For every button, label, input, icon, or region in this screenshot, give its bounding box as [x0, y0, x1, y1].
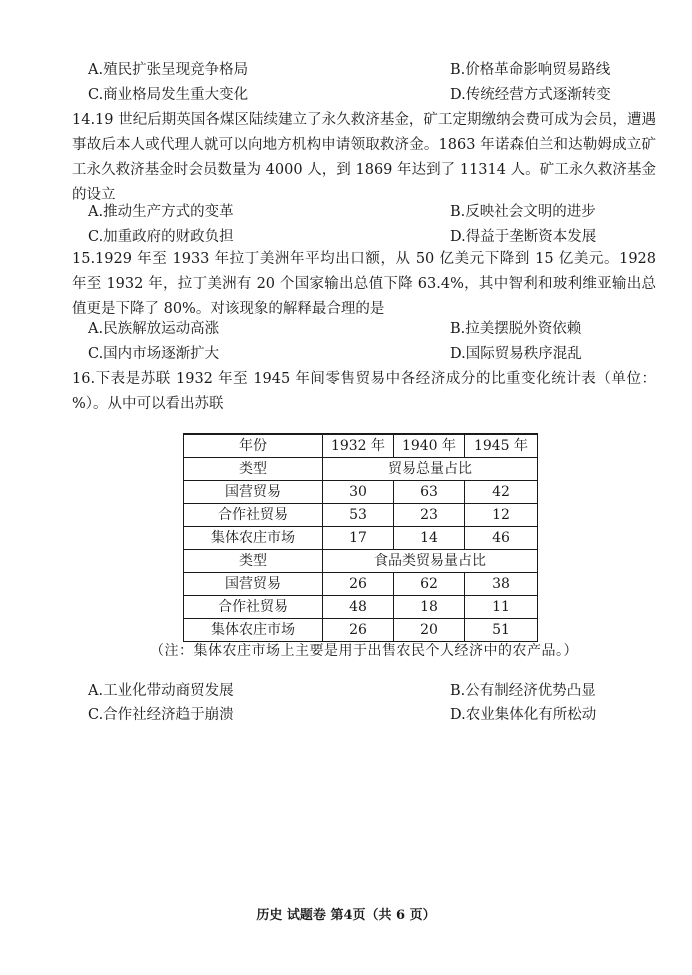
cell-value: 63 [394, 481, 465, 504]
q13-option-c[interactable]: C.商业格局发生重大变化 [88, 87, 249, 103]
q14-option-a[interactable]: A.推动生产方式的变革 [88, 204, 234, 220]
question-14 [72, 108, 656, 208]
q15-options-row-1 [88, 317, 648, 341]
cell-value: 14 [394, 527, 465, 550]
row-name: 集体农庄市场 [184, 527, 323, 550]
cell-value: 46 [465, 527, 538, 550]
cell-value: 38 [465, 573, 538, 596]
cell-value: 53 [323, 504, 394, 527]
table-row [184, 573, 538, 596]
q13-option-d[interactable]: D.传统经营方式逐渐转变 [450, 87, 611, 103]
q15-stem: 15.1929 年至 1933 年拉丁美洲年平均出口额，从 50 亿美元下降到 15 亿美元。1928 年至 1932 年，拉丁美洲有 20 个国家输出总值下降 63.4%，其中智利和玻利维亚输出总值更是下降了 80%。对该现象的解释最合理的是 [72, 251, 656, 317]
row-name: 国营贸易 [184, 481, 323, 504]
q15-option-a[interactable]: A.民族解放运动高涨 [88, 321, 220, 337]
cell-value: 62 [394, 573, 465, 596]
q14-stem: 14.19 世纪后期英国各煤区陆续建立了永久救济基金，矿工定期缴纳会费可成为会员，遭遇事故后本人或代理人就可以向地方机构申请领取救济金。1863 年诺森伯兰和达勒姆成立矿工永久救济基金时会员数量为 4000 人，到 1869 年达到了 11314 人。矿工永久救济基金的设立 [72, 112, 656, 203]
q13-option-b[interactable]: B.价格革命影响贸易路线 [450, 62, 611, 78]
page-footer: 历史 试题卷 第4页（共 6 页） [256, 908, 436, 923]
row-name: 合作社贸易 [184, 596, 323, 619]
table-row [184, 596, 538, 619]
cell-value: 18 [394, 596, 465, 619]
cell-value: 17 [323, 527, 394, 550]
cell-value: 12 [465, 504, 538, 527]
cell-value: 30 [323, 481, 394, 504]
q14-option-b[interactable]: B.反映社会文明的进步 [450, 204, 596, 220]
q16-options-row-2 [88, 703, 648, 727]
cell-value: 11 [465, 596, 538, 619]
row-name: 集体农庄市场 [184, 619, 323, 642]
table-note: （注：集体农庄市场上主要是用于出售农民个人经济中的农产品。） [150, 643, 578, 659]
table-row [184, 504, 538, 527]
row-name: 国营贸易 [184, 573, 323, 596]
cell-value: 26 [323, 619, 394, 642]
q13-options-row-2 [88, 83, 648, 107]
q15-option-d[interactable]: D.国际贸易秩序混乱 [450, 346, 582, 362]
header-year-label: 年份 [184, 434, 323, 458]
q16-option-c[interactable]: C.合作社经济趋于崩溃 [88, 707, 234, 723]
q13-options-row-1 [88, 58, 648, 82]
section2-title: 食品类贸易量占比 [323, 550, 538, 573]
row-name: 合作社贸易 [184, 504, 323, 527]
q16-option-a[interactable]: A.工业化带动商贸发展 [88, 683, 234, 699]
section2-title-row [184, 550, 538, 573]
q14-option-d[interactable]: D.得益于垄断资本发展 [450, 229, 597, 245]
q16-stem: 16.下表是苏联 1932 年至 1945 年间零售贸易中各经济成分的比重变化统计表（单位：%）。从中可以看出苏联 [72, 371, 656, 412]
q13-option-a[interactable]: A.殖民扩张呈现竞争格局 [88, 62, 249, 78]
cell-value: 23 [394, 504, 465, 527]
cell-value: 42 [465, 481, 538, 504]
q15-options-row-2 [88, 342, 648, 366]
soviet-retail-trade-table [183, 433, 538, 642]
q14-options-row-1 [88, 200, 648, 224]
section1-title-row [184, 458, 538, 481]
q14-options-row-2 [88, 225, 648, 249]
table-row [184, 481, 538, 504]
cell-value: 20 [394, 619, 465, 642]
section1-type-label: 类型 [184, 458, 323, 481]
header-1945: 1945 年 [465, 434, 538, 458]
section2-type-label: 类型 [184, 550, 323, 573]
q16-option-d[interactable]: D.农业集体化有所松动 [450, 707, 597, 723]
q16-option-b[interactable]: B.公有制经济优势凸显 [450, 683, 596, 699]
q15-option-c[interactable]: C.国内市场逐渐扩大 [88, 346, 220, 362]
header-1940: 1940 年 [394, 434, 465, 458]
q14-option-c[interactable]: C.加重政府的财政负担 [88, 229, 234, 245]
header-1932: 1932 年 [323, 434, 394, 458]
section1-title: 贸易总量占比 [323, 458, 538, 481]
table-row [184, 619, 538, 642]
question-15 [72, 247, 656, 322]
cell-value: 48 [323, 596, 394, 619]
q16-options-row-1 [88, 679, 648, 703]
table-row [184, 527, 538, 550]
q15-option-b[interactable]: B.拉美摆脱外资依赖 [450, 321, 582, 337]
cell-value: 51 [465, 619, 538, 642]
question-16 [72, 367, 656, 417]
table-header-row [184, 434, 538, 458]
cell-value: 26 [323, 573, 394, 596]
